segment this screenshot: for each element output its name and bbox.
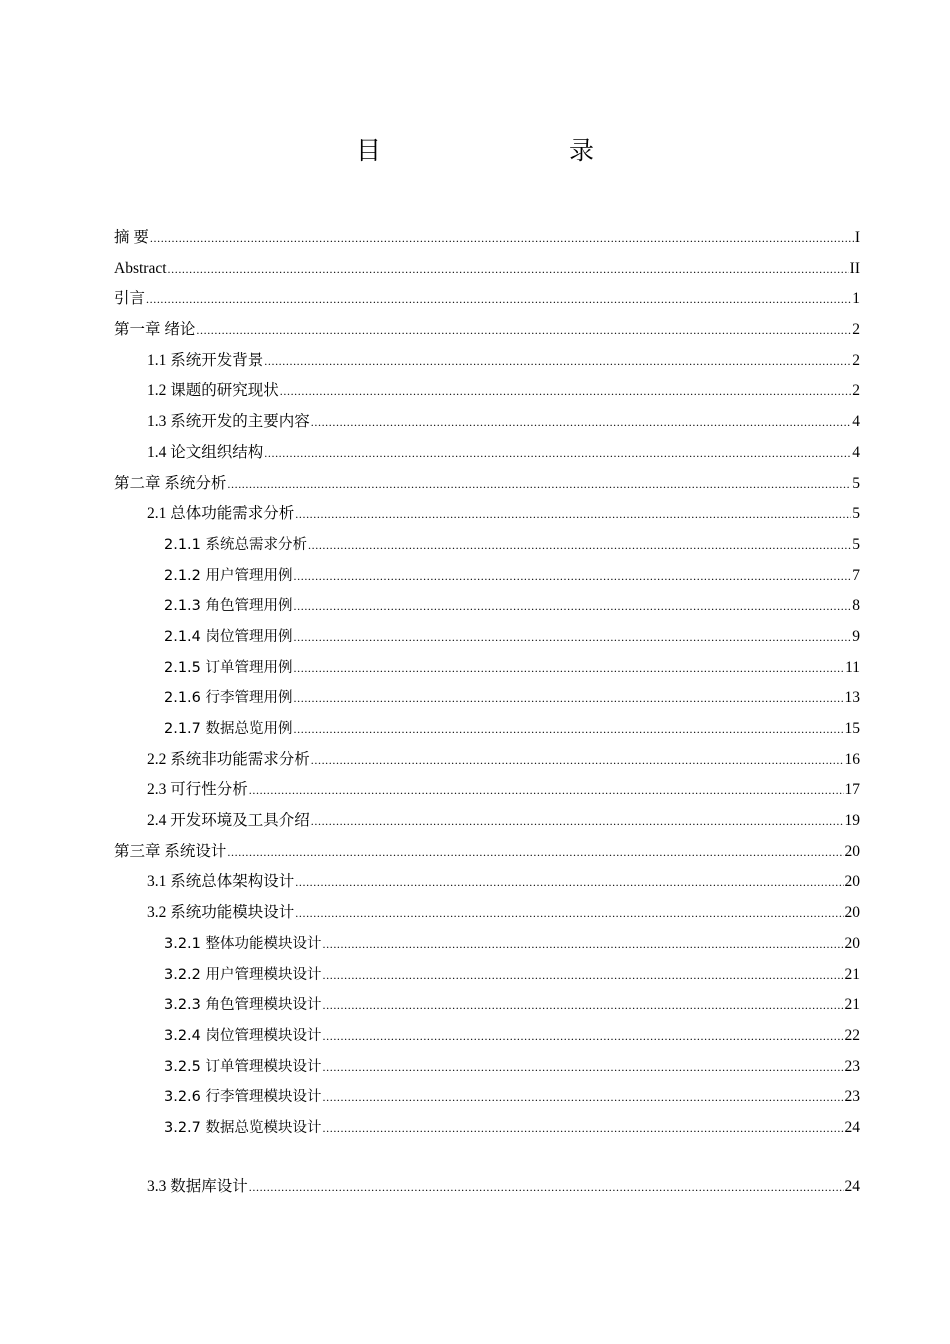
toc-dot-leader: [295, 870, 843, 894]
toc-entry-page: 5: [852, 474, 860, 492]
toc-entry-page: II: [849, 259, 860, 277]
toc-dot-leader: [323, 1024, 844, 1048]
toc-entry-page: 21: [844, 965, 860, 983]
toc-entry[interactable]: [114, 502, 860, 533]
toc-dot-leader: [311, 410, 851, 434]
toc-entry-page: 11: [845, 658, 860, 676]
toc-entry-page: 20: [844, 934, 860, 952]
toc-dot-leader: [323, 932, 844, 956]
toc-dot-leader: [264, 349, 851, 373]
toc-entry-page: 24: [844, 1177, 860, 1195]
toc-entry[interactable]: [114, 932, 860, 963]
toc-entry-title: 2.1.7 数据总览用例: [164, 721, 293, 737]
toc-entry-title: 3.1 系统总体架构设计: [147, 873, 295, 891]
toc-entry[interactable]: [114, 441, 860, 472]
toc-entry-page: 13: [844, 689, 860, 707]
toc-entry-title: Abstract: [114, 259, 167, 277]
toc-entry[interactable]: [114, 472, 860, 503]
toc-entry[interactable]: [114, 226, 860, 257]
toc-dot-leader: [308, 533, 851, 557]
toc-entry-page: 19: [844, 812, 860, 830]
toc-entry-page: 16: [844, 750, 860, 768]
toc-entry[interactable]: [114, 1175, 860, 1206]
toc-dot-leader: [168, 257, 849, 281]
toc-entry-page: 9: [852, 627, 860, 645]
toc-entry-title: 第三章 系统设计: [114, 842, 227, 860]
toc-entry-page: 1: [852, 290, 860, 308]
toc-dot-leader: [294, 564, 852, 588]
toc-entry-page: I: [854, 229, 860, 246]
toc-entry[interactable]: [114, 349, 860, 380]
toc-entry-title: 摘 要: [114, 229, 149, 246]
toc-entry-title: 1.3 系统开发的主要内容: [147, 413, 310, 431]
toc-entry[interactable]: [114, 533, 860, 564]
toc-entry[interactable]: [114, 748, 860, 779]
toc-entry-page: 7: [852, 566, 860, 584]
toc-entry-page: 20: [844, 904, 860, 922]
toc-dot-leader: [323, 1085, 844, 1109]
toc-entry[interactable]: [114, 717, 860, 748]
toc-dot-leader: [249, 778, 844, 802]
toc-entry-page: 5: [852, 505, 860, 523]
toc-entry-page: 15: [844, 720, 860, 737]
toc-dot-leader: [323, 1116, 844, 1140]
toc-entry[interactable]: [114, 901, 860, 932]
toc-entry[interactable]: [114, 257, 860, 288]
toc-dot-leader: [146, 287, 851, 311]
toc-entry[interactable]: [114, 809, 860, 840]
toc-dot-leader: [294, 656, 845, 680]
toc-entry-page: 20: [844, 873, 860, 891]
toc-dot-leader: [294, 625, 852, 649]
toc-entry-page: 17: [844, 781, 860, 799]
toc-entry-title: 第一章 绪论: [114, 321, 196, 339]
toc-entry-title: 2.1.2 用户管理用例: [164, 567, 293, 584]
toc-entry-page: 24: [844, 1118, 860, 1136]
toc-entry-title: 2.1.6 行李管理用例: [164, 690, 293, 707]
toc-entry-page: 23: [844, 1057, 860, 1075]
toc-entry[interactable]: [114, 778, 860, 809]
toc-entry-page: 8: [852, 597, 860, 615]
toc-dot-leader: [311, 809, 844, 833]
toc-entry[interactable]: [114, 686, 860, 717]
toc-entry-title: 2.1.3 角色管理用例: [164, 598, 293, 615]
toc-entry[interactable]: [114, 656, 860, 687]
toc-entry-title: 2.2 系统非功能需求分析: [147, 750, 310, 768]
toc-entry-page: 5: [852, 535, 860, 553]
toc-entry[interactable]: [114, 410, 860, 441]
toc-entry[interactable]: [114, 287, 860, 318]
toc-entry-title: 第二章 系统分析: [114, 474, 227, 492]
toc-entry-page: 4: [852, 443, 860, 461]
toc-entry[interactable]: [114, 1055, 860, 1086]
toc-dot-leader: [280, 379, 851, 403]
toc-entry-title: 3.2.4 岗位管理模块设计: [164, 1027, 322, 1044]
toc-entry-title: 3.2.6 行李管理模块设计: [164, 1089, 322, 1106]
toc-entry-title: 2.3 可行性分析: [147, 781, 248, 799]
toc-entry[interactable]: [114, 1116, 860, 1147]
toc-entry[interactable]: [114, 993, 860, 1024]
toc-dot-leader: [311, 748, 844, 772]
toc-entry[interactable]: [114, 594, 860, 625]
toc-entry-page: 20: [844, 842, 860, 860]
toc-entry-title: 3.2.1 整体功能模块设计: [164, 935, 322, 952]
page-title: 目 录: [355, 138, 640, 165]
toc-entry[interactable]: [114, 318, 860, 349]
toc-entry-title: 3.2.7 数据总览模块设计: [164, 1119, 322, 1136]
toc-entry[interactable]: [114, 963, 860, 994]
toc-entry[interactable]: [114, 870, 860, 901]
toc-dot-leader: [294, 686, 844, 710]
toc-entry-title: 3.2 系统功能模块设计: [147, 904, 295, 922]
toc-dot-leader: [264, 441, 851, 465]
toc-dot-leader: [323, 993, 844, 1017]
toc-dot-leader: [249, 1175, 844, 1199]
toc-entry-title: 引言: [114, 290, 146, 308]
toc-entry-page: 2: [852, 351, 860, 369]
toc-dot-leader: [294, 717, 844, 741]
toc-entry-page: 2: [852, 382, 860, 400]
toc-entry[interactable]: [114, 840, 860, 871]
toc-entry-page: 21: [844, 996, 860, 1014]
toc-entry-title: 2.1.4 岗位管理用例: [164, 628, 293, 645]
toc-entry[interactable]: [114, 625, 860, 656]
toc-entry[interactable]: [114, 564, 860, 595]
toc-entry-title: 2.1.1 系统总需求分析: [164, 536, 308, 553]
toc-entry-title: 3.2.2 用户管理模块设计: [164, 966, 322, 983]
toc-entry[interactable]: [114, 1085, 860, 1116]
toc-dot-leader: [323, 1055, 844, 1079]
toc-entry-page: 2: [852, 321, 860, 339]
toc-entry-title: 3.3 数据库设计: [147, 1177, 248, 1195]
toc-entry[interactable]: [114, 1024, 860, 1055]
toc-entry-title: 2.1 总体功能需求分析: [147, 505, 295, 523]
toc-dot-leader: [295, 502, 851, 526]
toc-entry-page: 4: [852, 413, 860, 431]
toc-dot-leader: [150, 226, 854, 250]
toc-entry[interactable]: [114, 379, 860, 410]
toc-entry-page: 23: [844, 1088, 860, 1106]
toc-entry-title: 1.1 系统开发背景: [147, 351, 264, 369]
toc-dot-leader: [294, 594, 852, 618]
toc-dot-leader: [323, 963, 844, 987]
toc-entry-page: 22: [844, 1026, 860, 1044]
table-of-contents: [114, 226, 860, 1205]
toc-entry-title: 3.2.5 订单管理模块设计: [164, 1058, 322, 1075]
toc-dot-leader: [227, 840, 843, 864]
toc-entry-title: 2.4 开发环境及工具介绍: [147, 812, 310, 830]
toc-dot-leader: [227, 472, 851, 496]
toc-entry-title: 1.4 论文组织结构: [147, 443, 264, 461]
toc-entry-title: 2.1.5 订单管理用例: [164, 659, 293, 676]
toc-entry-title: 1.2 课题的研究现状: [147, 382, 279, 400]
toc-entry-title: 3.2.3 角色管理模块设计: [164, 997, 322, 1014]
toc-dot-leader: [295, 901, 843, 925]
toc-dot-leader: [196, 318, 851, 342]
